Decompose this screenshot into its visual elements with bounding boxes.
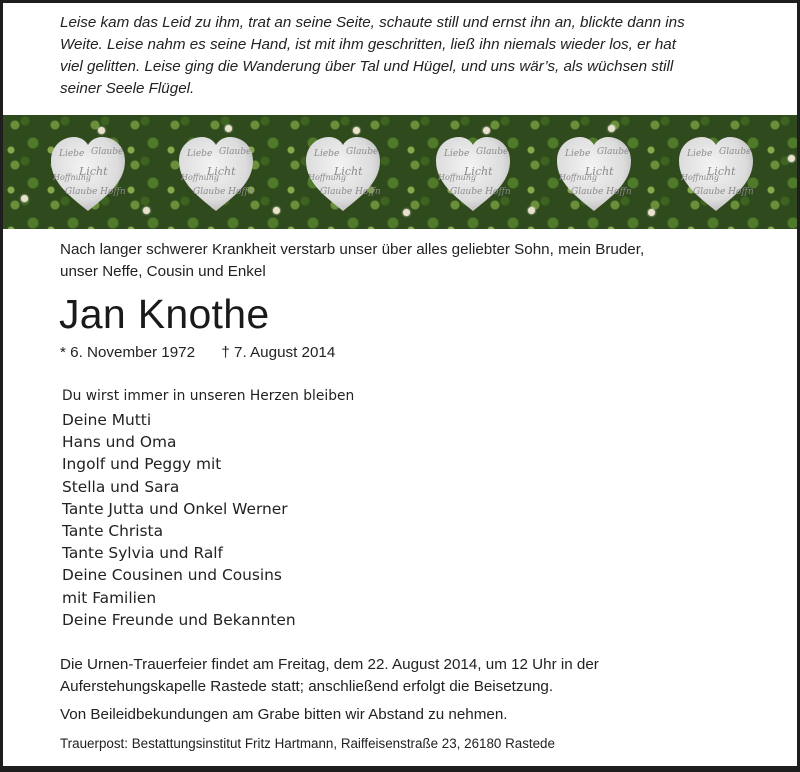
heart-word: Glaube Hoffn xyxy=(693,187,754,197)
clover-flower-icon xyxy=(483,127,490,134)
mourner-item: Hans und Oma xyxy=(62,433,177,452)
heart-word: Hoffnung xyxy=(181,173,220,182)
heart-word: Liebe xyxy=(314,149,340,159)
stone-heart-icon xyxy=(177,135,255,213)
mourners-list xyxy=(62,409,296,631)
mourner-item: Deine Freunde und Bekannten xyxy=(62,610,296,629)
clover-flower-icon xyxy=(788,155,795,162)
mourner-item: Stella und Sara xyxy=(62,477,180,496)
birth-date: * 6. November 1972 xyxy=(60,344,196,361)
heart-word: Liebe xyxy=(187,149,213,159)
heart-word: Glaube Hoffn xyxy=(571,187,632,197)
heart-word: Licht xyxy=(585,165,614,178)
ceremony-line: Die Urnen-Trauerfeier findet am Freitag, dem 22. August 2014, um 12 Uhr in der xyxy=(60,656,599,673)
obituary-page xyxy=(3,3,797,766)
mourner-item: Tante Christa xyxy=(62,522,164,541)
heart-word: Liebe xyxy=(565,149,591,159)
stone-heart-icon xyxy=(434,135,512,213)
heart-word: Liebe xyxy=(59,149,85,159)
life-dates xyxy=(60,343,335,363)
trauerpost-address: Trauerpost: Bestattungsinstitut Fritz Hartmann, Raiffeisenstraße 23, 26180 Rastede xyxy=(60,736,555,751)
heart-word: Glaube xyxy=(476,147,509,157)
heart-word: Glaube xyxy=(219,147,252,157)
condolence-note: Von Beileidbekundungen am Grabe bitten wir Abstand zu nehmen. xyxy=(60,706,508,723)
hearts-clover-banner xyxy=(3,115,797,229)
clover-flower-icon xyxy=(98,127,105,134)
mourner-item: Deine Cousinen und Cousins xyxy=(62,566,282,585)
heart-word: Licht xyxy=(464,165,493,178)
clover-flower-icon xyxy=(273,207,280,214)
ceremony-info xyxy=(60,654,760,698)
poem-line: seiner Seele Flügel. xyxy=(60,80,195,97)
intro-line: unser Neffe, Cousin und Enkel xyxy=(60,263,266,280)
heart-word: Glaube Hoffn xyxy=(450,187,511,197)
heart-word: Licht xyxy=(334,165,363,178)
heart-word: Hoffnung xyxy=(438,173,477,182)
mourner-item: mit Familien xyxy=(62,588,157,607)
stone-heart-icon xyxy=(49,135,127,213)
death-date: † 7. August 2014 xyxy=(221,344,336,361)
clover-flower-icon xyxy=(528,207,535,214)
clover-flower-icon xyxy=(608,125,615,132)
heart-word: Licht xyxy=(707,165,736,178)
heart-word: Liebe xyxy=(687,149,713,159)
heart-word: Glaube xyxy=(719,147,752,157)
ceremony-line: Auferstehungskapelle Rastede statt; anschließend erfolgt die Beisetzung. xyxy=(60,678,554,695)
heart-word: Glaube Hoffn xyxy=(193,187,254,197)
poem-line: viel gelitten. Leise ging die Wanderung über Tal und Hügel, und uns wär’s, als wüchsen still xyxy=(60,58,674,75)
intro-text xyxy=(60,239,760,283)
heart-word: Hoffnung xyxy=(559,173,598,182)
clover-flower-icon xyxy=(403,209,410,216)
clover-flower-icon xyxy=(648,209,655,216)
stone-heart-icon xyxy=(555,135,633,213)
mourner-item: Tante Jutta und Onkel Werner xyxy=(62,499,288,518)
clover-flower-icon xyxy=(353,127,360,134)
heart-word: Licht xyxy=(79,165,108,178)
heart-word: Glaube Hoffn xyxy=(320,187,381,197)
poem-line: Leise kam das Leid zu ihm, trat an seine Seite, schaute still und ernst ihn an, blickte dann ins xyxy=(60,14,685,31)
mourner-item: Tante Sylvia und Ralf xyxy=(62,544,223,563)
clover-flower-icon xyxy=(143,207,150,214)
deceased-name: Jan Knothe xyxy=(59,291,270,337)
stone-heart-icon xyxy=(677,135,755,213)
poem xyxy=(60,12,750,100)
heart-word: Licht xyxy=(207,165,236,178)
heart-word: Hoffnung xyxy=(53,173,92,182)
clover-flower-icon xyxy=(225,125,232,132)
mourner-item: Deine Mutti xyxy=(62,411,152,429)
remember-text: Du wirst immer in unseren Herzen bleiben xyxy=(62,388,355,404)
heart-word: Glaube xyxy=(597,147,630,157)
clover-flower-icon xyxy=(21,195,28,202)
poem-line: Weite. Leise nahm es seine Hand, ist mit ihm geschritten, ließ ihn niemals wieder los, er hat xyxy=(60,36,676,53)
mourner-item: Ingolf und Peggy mit xyxy=(62,455,222,474)
heart-word: Liebe xyxy=(444,149,470,159)
heart-word: Hoffnung xyxy=(681,173,720,182)
heart-word: Glaube Hoffn xyxy=(65,187,126,197)
heart-word: Hoffnung xyxy=(308,173,347,182)
heart-word: Glaube xyxy=(346,147,379,157)
intro-line: Nach langer schwerer Krankheit verstarb unser über alles geliebter Sohn, mein Bruder, xyxy=(60,241,645,258)
heart-word: Glaube xyxy=(91,147,124,157)
stone-heart-icon xyxy=(304,135,382,213)
